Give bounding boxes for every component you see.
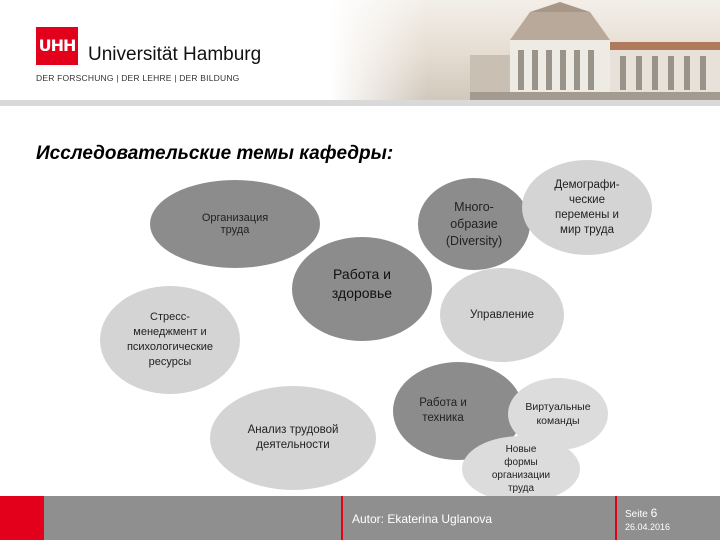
bubble-management-label: Управление [470, 309, 534, 321]
footer-divider-left [341, 496, 343, 540]
bubble-diversity-label: Много- образие (Diversity) [445, 199, 503, 248]
footer-divider-right [615, 496, 617, 540]
footer-page-number: 6 [650, 506, 658, 520]
bubble-demography-label: Демографи- ческие перемены и мир труда [554, 178, 620, 236]
bubble-diversity [418, 178, 530, 270]
header-divider [0, 100, 720, 106]
footer-date: 26.04.2016 [625, 522, 671, 532]
uhh-logo-mark: UHH [38, 36, 76, 55]
bubble-management [440, 268, 564, 362]
footer-page-label: Seite [625, 509, 648, 520]
bubble-work-health [292, 237, 432, 341]
bubble-org-work-label: Организация труда [201, 212, 269, 236]
university-building-image [470, 0, 720, 100]
footer-page [625, 506, 657, 520]
bubble-new-forms [462, 436, 580, 502]
bubble-work-analysis-label: Анализ трудовой деятельности [247, 424, 339, 451]
footer-brand-block [0, 496, 44, 540]
slide-title: Исследовательские темы кафедры: [36, 143, 394, 164]
header [0, 0, 720, 105]
uhh-logo [36, 27, 78, 65]
bubble-stress-label: Стресс- менеджмент и психологические ресурсы [126, 311, 214, 368]
university-name: Universität Hamburg [88, 44, 262, 65]
bubble-work-analysis [210, 386, 376, 490]
university-tagline: DER FORSCHUNG | DER LEHRE | DER BILDUNG [36, 73, 240, 83]
bubble-new-forms-label: Новые формы организации труда [491, 444, 551, 494]
bubble-work-tech-label: Работа и техника [419, 397, 467, 424]
bubble-stress [100, 286, 240, 394]
bubble-virtual-teams-label: Виртуальные команды [525, 401, 591, 427]
bubble-work-health-label: Работа и здоровье [331, 266, 393, 301]
bubble-org-work [150, 180, 320, 268]
bubble-demography [522, 160, 652, 255]
footer-author: Autor: Ekaterina Uglanova [352, 512, 493, 526]
